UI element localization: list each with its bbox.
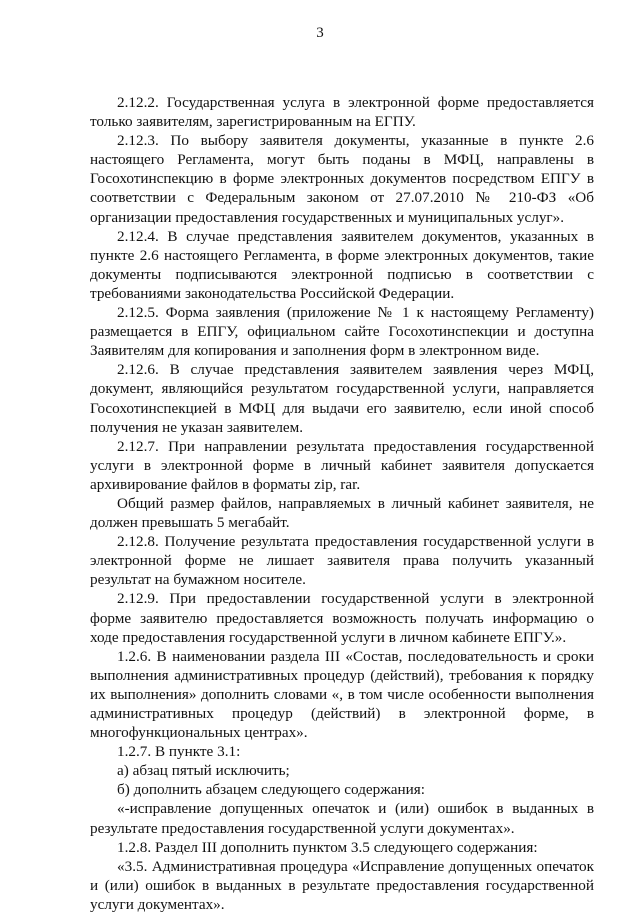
page-number: 3 <box>316 25 324 41</box>
paragraph-item-a: а) абзац пятый исключить; <box>117 762 290 780</box>
paragraph-2-12-3: 2.12.3. По выбору заявителя документы, указанные в пункте 2.6 настоящего Регламента, могут быть поданы в МФЦ, направлены в Госохотинспекцию в форме электронных документов посредством ЕПГУ в соответствии с Федеральным законом от 27.07.2010 № 210-ФЗ «Об организации предоставления государственных и муниципальных услуг». <box>90 132 594 226</box>
paragraph-2-12-4: 2.12.4. В случае представления заявителем документов, указанных в пункте 2.6 настоящего Регламента, в форме электронных документов, такие документы подписываются электронной подписью в соответствии с требованиями законодательства Российской Федерации. <box>90 227 594 302</box>
paragraph-2-12-9: 2.12.9. При предоставлении государственной услуги в электронной форме заявителю предоставляется возможность получать информацию о ходе предоставления государственной услуги в личном кабинете ЕПГУ.». <box>90 590 594 646</box>
paragraph-2-12-8: 2.12.8. Получение результата предоставления государственной услуги в электронной форме не лишает заявителя права получить указанный результат на бумажном носителе. <box>90 533 594 589</box>
paragraph-2-12-5: 2.12.5. Форма заявления (приложение № 1 к настоящему Регламенту) размещается в ЕПГУ, официальном сайте Госохотинспекции и доступна Заявителям для копирования и заполнения форм в электронном виде. <box>90 304 594 360</box>
paragraph-2-12-6: 2.12.6. В случае представления заявителем заявления через МФЦ, документ, являющийся результатом государственной услуги, направляется Госохотинспекцией в МФЦ для выдачи его заявителю, если иной способ получения не указан заявителем. <box>90 361 594 436</box>
paragraph-item-b: б) дополнить абзацем следующего содержания: <box>117 781 425 799</box>
document-body <box>90 93 594 914</box>
paragraph-file-size: Общий размер файлов, направляемых в личный кабинет заявителя, не должен превышать 5 мегабайт. <box>90 494 594 532</box>
paragraph-2-12-7: 2.12.7. При направлении результата предоставления государственной услуги в электронной форме в личный кабинет заявителя допускается архивирование файлов в форматы zip, rar. <box>90 437 594 493</box>
paragraph-3-5: «3.5. Административная процедура «Исправление допущенных опечаток и (или) ошибок в выданных в результате предоставления государственной услуги документах». <box>90 857 594 913</box>
paragraph-2-12-2: 2.12.2. Государственная услуга в электронной форме предоставляется только заявителям, зарегистрированным на ЕГПУ. <box>90 94 594 131</box>
paragraph-1-2-8: 1.2.8. Раздел III дополнить пунктом 3.5 следующего содержания: <box>117 838 538 856</box>
paragraph-1-2-6: 1.2.6. В наименовании раздела III «Состав, последовательность и сроки выполнения административных процедур (действий), требования к порядку их выполнения» дополнить словами «, в том числе особенности выполнения административных процедур (действий) в электронной форме, в многофункциональных центрах». <box>90 647 594 742</box>
paragraph-new-abzac: «-исправление допущенных опечаток и (или) ошибок в выданных в результате предоставления государственной услуги документах». <box>90 800 594 837</box>
paragraph-1-2-7: 1.2.7. В пункте 3.1: <box>117 743 241 761</box>
